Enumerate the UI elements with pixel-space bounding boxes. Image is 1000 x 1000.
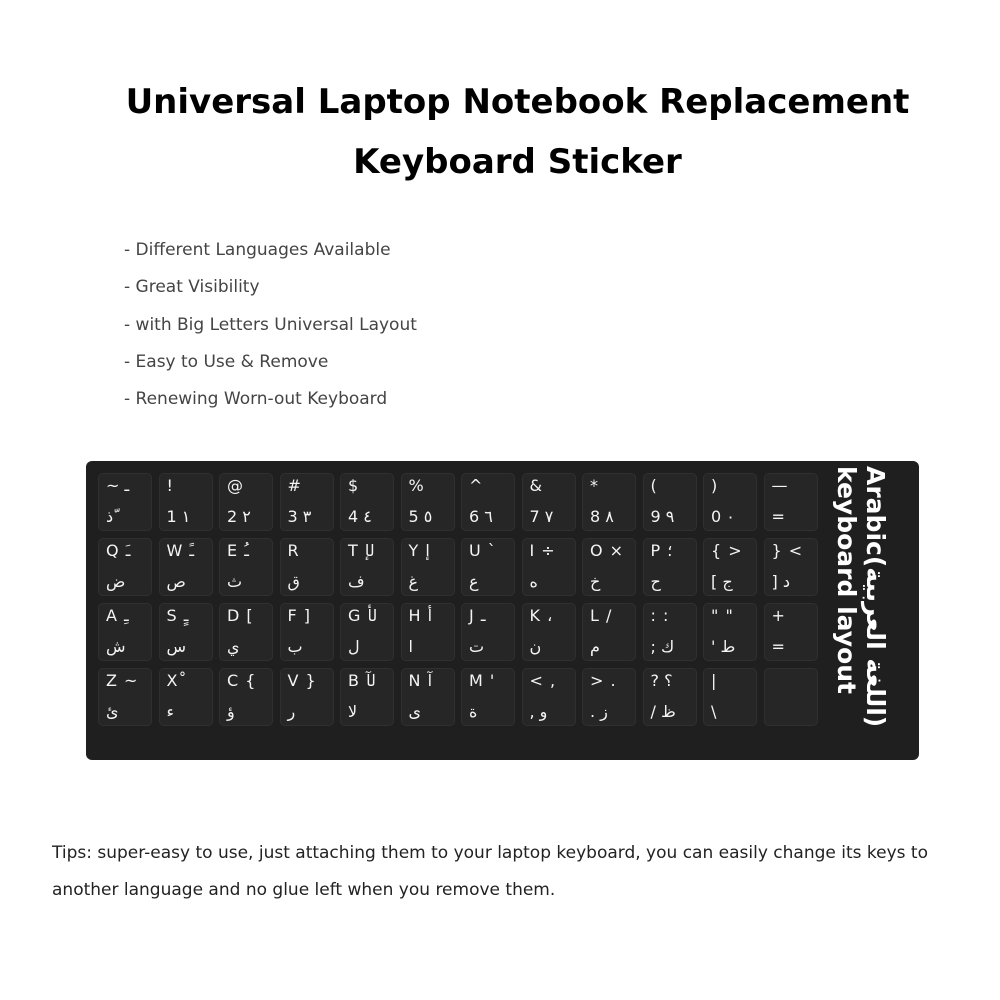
sticker-key-lower-label: ; ك [650,637,675,656]
layout-label-language: Arabic(اللغة العربية) [861,466,890,728]
sticker-key-lower-label: ن [529,637,542,656]
sticker-key-lower-label: ا [408,637,413,656]
sticker-key-upper-label: Q ـَ [106,541,131,560]
sticker-key [219,668,273,726]
product-title-line1: Universal Laptop Notebook Replacement [125,82,910,122]
sticker-key [401,538,455,596]
product-title-line2: Keyboard Sticker [353,142,682,182]
sticker-key-lower-label: 4 ٤ [348,507,372,526]
sticker-key-lower-label: خ [590,572,601,591]
feature-item: - Great Visibility [124,277,260,298]
sticker-key-lower-label: 7 ٧ [529,507,554,526]
sticker-key-upper-label: & [529,476,543,495]
sticker-key-upper-label: X ْ [166,671,184,690]
sticker-key-lower-label: 8 ٨ [590,507,614,526]
product-title [0,72,1000,192]
sticker-key-lower-label: ف [348,572,365,591]
sticker-key [703,668,757,726]
sticker-key-upper-label: A ـِ [106,606,129,625]
sticker-key-upper-label: ! [166,476,174,495]
sticker-key-lower-label: ث [227,572,243,591]
sticker-key-upper-label: ^ [469,476,484,495]
sticker-key-upper-label: < , [529,671,557,690]
sticker-key [764,473,818,531]
sticker-key [461,538,515,596]
sticker-key-lower-label: \ [711,702,718,721]
sticker-key-upper-label: $ [348,476,360,495]
sticker-key-lower-label: ] د [771,572,790,591]
sticker-key-upper-label: ) [711,476,719,495]
sticker-key-lower-label: 1 ١ [166,507,191,526]
sticker-key-upper-label: | [711,671,718,690]
sticker-key [522,668,576,726]
sticker-key-upper-label: K ، [529,606,553,625]
sticker-key-upper-label: B لآ [348,671,376,690]
sticker-key-upper-label: ~ ـ [106,476,130,495]
sticker-key-upper-label: — [771,476,789,495]
sticker-key [643,538,697,596]
sticker-key [280,538,334,596]
sticker-key [340,603,394,661]
sticker-key-lower-label: 3 ٣ [287,507,312,526]
sticker-key-lower-label: ر [287,702,296,721]
sticker-key [280,603,334,661]
sticker-key [522,473,576,531]
sticker-key-upper-label: G لأ [348,606,378,625]
sticker-key-lower-label: غ [408,572,419,591]
sticker-key [159,668,213,726]
sticker-key-lower-label: ص [166,572,186,591]
sticker-key-lower-label: ي [227,637,240,656]
sticker-key-upper-label: @ [227,476,244,495]
sticker-key [98,538,152,596]
sticker-key [582,473,636,531]
sticker-key-upper-label: ( [650,476,658,495]
sticker-key [219,538,273,596]
sticker-key-lower-label: [ ج [711,572,733,591]
sticker-key [522,538,576,596]
sticker-key [159,473,213,531]
sticker-key-upper-label: { > [711,541,743,560]
sticker-key-upper-label: L / [590,606,613,625]
sticker-key-lower-label: = [771,507,786,526]
sticker-key-upper-label: J ـ [469,606,486,625]
sticker-key-upper-label: F ] [287,606,312,625]
feature-item: - Different Languages Available [124,240,391,260]
sticker-key [764,668,818,726]
sticker-key [340,668,394,726]
sticker-key [582,603,636,661]
sticker-key-upper-label: # [287,476,302,495]
sticker-key-upper-label: I ÷ [529,541,556,560]
layout-label-type: keyboard layout [832,466,861,694]
sticker-key-upper-label: T لإ [348,541,375,560]
sticker-key [703,538,757,596]
sticker-key-lower-label: 0 ٠ [711,507,735,526]
sticker-key-lower-label: = [771,637,786,656]
sticker-key-upper-label: R [287,541,300,560]
sticker-key-upper-label: } < [771,541,804,560]
sticker-key-lower-label: . ز [590,702,608,721]
sticker-key [643,668,697,726]
sticker-key-lower-label: 6 ٦ [469,507,493,526]
sticker-key-upper-label: Z ~ [106,671,139,690]
sticker-key-upper-label: M ' [469,671,496,690]
feature-item: - Renewing Worn-out Keyboard [124,389,388,410]
sticker-key-upper-label: W ـً [166,541,195,560]
sticker-key [98,603,152,661]
sticker-key [98,668,152,726]
sticker-key-lower-label: , و [529,702,548,721]
sticker-key-lower-label: ء [166,702,175,721]
sticker-key-lower-label: ت [469,637,485,656]
sticker-key [280,668,334,726]
sticker-key [340,473,394,531]
sticker-key-lower-label: 9 ٩ [650,507,675,526]
sticker-key-upper-label: E ـُ [227,541,249,560]
sticker-key-upper-label: P ؛ [650,541,673,560]
sticker-key-lower-label: ق [287,572,300,591]
sticker-key-upper-label: O × [590,541,625,560]
sticker-key [401,473,455,531]
sticker-key-upper-label: % [408,476,425,495]
sticker-key [764,538,818,596]
sticker-key [461,473,515,531]
sticker-key [401,668,455,726]
sticker-key-lower-label: ل [348,637,360,656]
sticker-key-lower-label: ذ ّ [106,507,119,526]
sticker-key-lower-label: ه [529,572,538,591]
sticker-key [522,603,576,661]
sticker-key [461,603,515,661]
sticker-key-upper-label: S ـٍ [166,606,189,625]
sticker-key-lower-label: 5 ٥ [408,507,433,526]
sticker-key-upper-label: V } [287,671,317,690]
feature-item: - Easy to Use & Remove [124,351,329,372]
sticker-key [643,603,697,661]
sticker-key-upper-label: U ` [469,541,497,560]
sticker-key-lower-label: 2 ٢ [227,507,251,526]
sticker-key-upper-label: Y إ [408,541,430,560]
sticker-key [219,473,273,531]
sticker-key-upper-label: + [771,606,786,625]
sticker-key [703,473,757,531]
sticker-key-lower-label: س [166,637,187,656]
sticker-key [643,473,697,531]
sticker-key [159,603,213,661]
sticker-key [703,603,757,661]
sticker-key [764,603,818,661]
sticker-key-lower-label: / ظ [650,702,676,721]
sticker-key [159,538,213,596]
sticker-key-lower-label: ع [469,572,479,591]
sticker-key [461,668,515,726]
sticker-key [280,473,334,531]
sticker-key-lower-label: ض [106,572,126,591]
sticker-key-lower-label: لا [348,702,358,721]
sticker-key-upper-label: " " [711,606,734,625]
sticker-key-upper-label: D [ [227,606,254,625]
feature-list [124,232,417,418]
sticker-key-upper-label: : : [650,606,670,625]
sticker-key-lower-label: م [590,637,600,656]
sticker-key-lower-label: ؤ [227,702,235,721]
sticker-key-lower-label: ى [408,702,422,721]
feature-item: - with Big Letters Universal Layout [124,314,417,335]
sticker-key-lower-label: ' ط [711,637,736,656]
sticker-key [582,538,636,596]
sticker-key [582,668,636,726]
sticker-key-upper-label: ? ؟ [650,671,673,690]
sticker-key-upper-label: > . [590,671,617,690]
sticker-key [401,603,455,661]
sticker-key-upper-label: * [590,476,599,495]
sticker-key-upper-label: N آ [408,671,433,690]
sticker-key-lower-label: ب [287,637,303,656]
usage-tips: Tips: super-easy to use, just attaching them to your laptop keyboard, you can easily change its keys to another language and no glue left when you remove them. [52,843,928,900]
sticker-key-lower-label: ش [106,637,126,656]
keyboard-sticker-sheet [86,461,919,760]
layout-label [830,466,890,756]
sticker-key [340,538,394,596]
sticker-key-lower-label: ئ [106,702,119,721]
sticker-key-lower-label: ة [469,702,478,721]
sticker-key [219,603,273,661]
sticker-key [98,473,152,531]
sticker-key-upper-label: C { [227,671,257,690]
sticker-key-upper-label: H أ [408,606,433,625]
sticker-key-lower-label: ح [650,572,661,591]
